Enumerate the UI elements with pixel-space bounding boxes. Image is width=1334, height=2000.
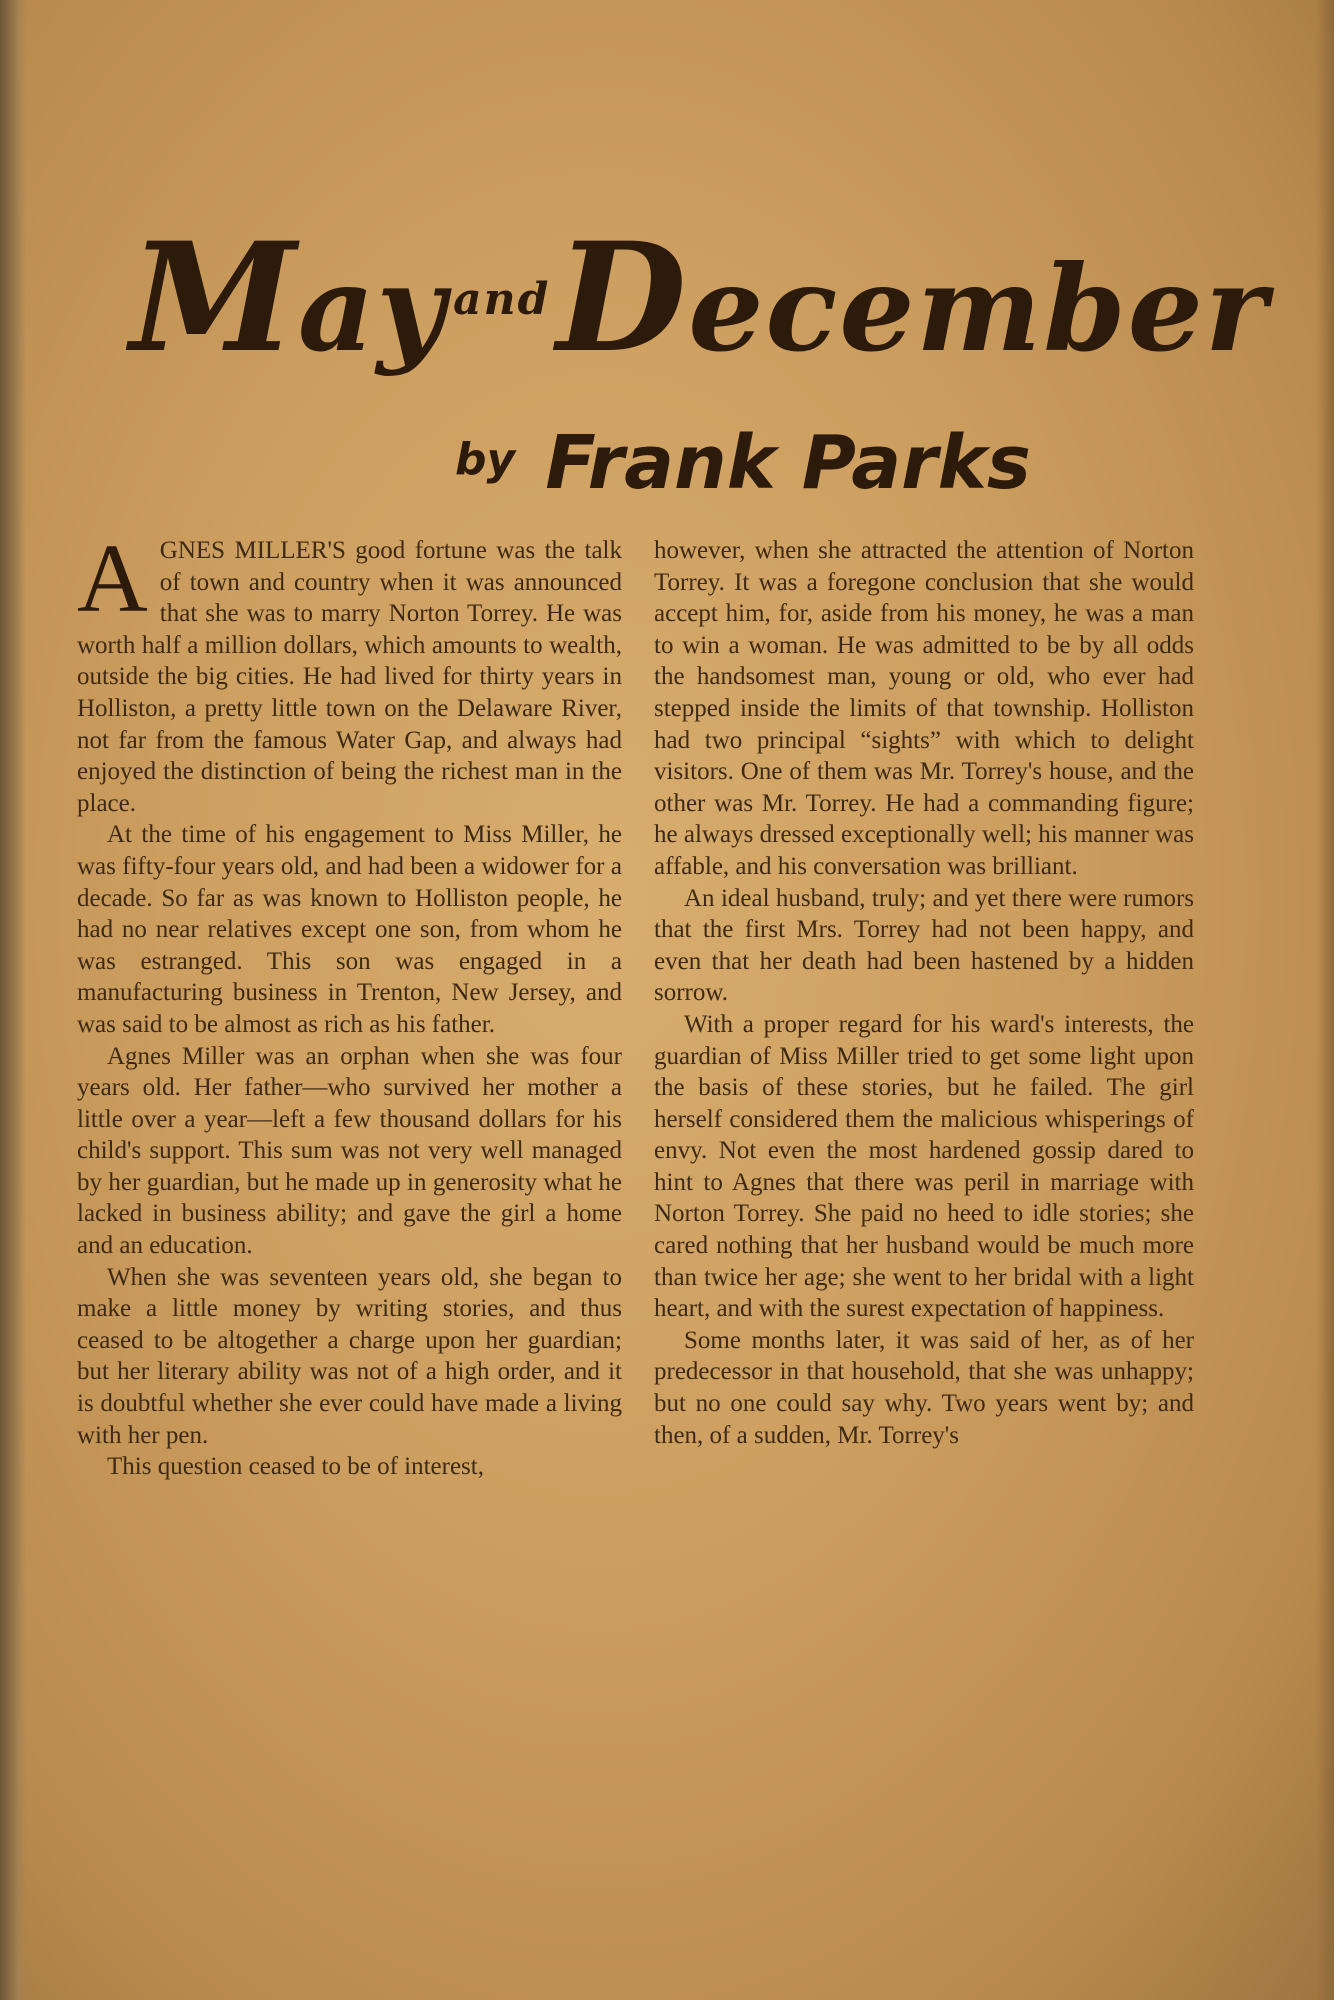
article-column-right	[654, 535, 1194, 1835]
article-paragraph	[77, 525, 622, 819]
article-paragraph: When she was seventeen years old, she began to make a little money by writing stories, and thus ceased to be altogether a charge upon her guardian; but her literary ability was not of a high order, and it is doubtful whether she ever could have made a living with her pen.	[77, 1263, 622, 1449]
byline	[455, 420, 1075, 530]
article-paragraph: With a proper regard for his ward's interests, the guardian of Miss Miller tried to get some light upon the basis of these stories, but he failed. The girl herself considered them the malicious whisperings of envy. Not even the most hardened gossip dared to hint to Agnes that there was peril in marriage with Norton Torrey. She paid no heed to idle stories; she cared nothing that her husband would be much more than twice her age; she went to her bridal with a light heart, and with the surest expectation of happiness.	[654, 1010, 1194, 1323]
article-paragraph: Some months later, it was said of her, as of her predecessor in that household, that she was unhappy; but no one could say why. Two years went by; and then, of a sudden, Mr. Torrey's	[654, 1326, 1194, 1449]
article-paragraph: At the time of his engagement to Miss Miller, he was fifty-four years old, and had been a widower for a decade. So far as was known to Holliston people, he had no near relatives except one son, from whom he was estranged. This son was engaged in a manufacturing business in Trenton, New Jersey, and was said to be almost as rich as his father.	[77, 821, 622, 1038]
page-edge-left	[0, 0, 26, 2000]
title-conjunction: and	[453, 274, 551, 325]
article-paragraph: however, when she attracted the attention of Norton Torrey. It was a foregone conclusion that she would accept him, for, aside from his money, he was a man to win a woman. He was admitted to be by all odds the handsomest man, young or old, who ever had stepped inside the limits of that township. Holliston had two principal “sights” with which to delight visitors. One of them was Mr. Torrey's house, and the other was Mr. Torrey. He had a commanding figure; he always dressed exceptionally well; his manner was affable, and his conversation was brilliant.	[654, 537, 1194, 880]
page-edge-right	[1316, 0, 1334, 2000]
story-title-text	[130, 210, 1269, 386]
article-paragraph: An ideal husband, truly; and yet there were rumors that the first Mrs. Torrey had not been happy, and even that her death had been hastened by a hidden sorrow.	[654, 884, 1194, 1007]
story-title	[130, 210, 1270, 420]
title-second-letter: D	[556, 210, 689, 386]
byline-by: by	[455, 434, 516, 485]
article-paragraph: Agnes Miller was an orphan when she was four years old. Her father—who survived her mother a little over a year—left a few thousand dollars for his child's support. This sum was not very well managed by her guardian, but he made up in generosity what he lacked in business ability; and gave the girl a home and an education.	[77, 1042, 622, 1260]
drop-cap: A	[77, 525, 148, 633]
paragraph-text: GNES MILLER'S good fortune was the talk of town and country when it was announced that she was to marry Norton Torrey. He was worth half a million dollars, which amounts to wealth, outside the big cities. He had lived for thirty years in Holliston, a pretty little town on the Delaware River, not far from the famous Water Gap, and always had enjoyed the distinction of being the richest man in the place.	[77, 537, 622, 817]
byline-author: Frank Parks	[545, 420, 1031, 506]
title-first-letter: M	[130, 210, 299, 386]
title-word-1-rest: ay	[298, 239, 448, 378]
article-paragraph: This question ceased to be of interest,	[107, 1453, 484, 1481]
title-word-2-rest: ecember	[688, 239, 1270, 378]
article-column-left	[77, 525, 622, 1835]
